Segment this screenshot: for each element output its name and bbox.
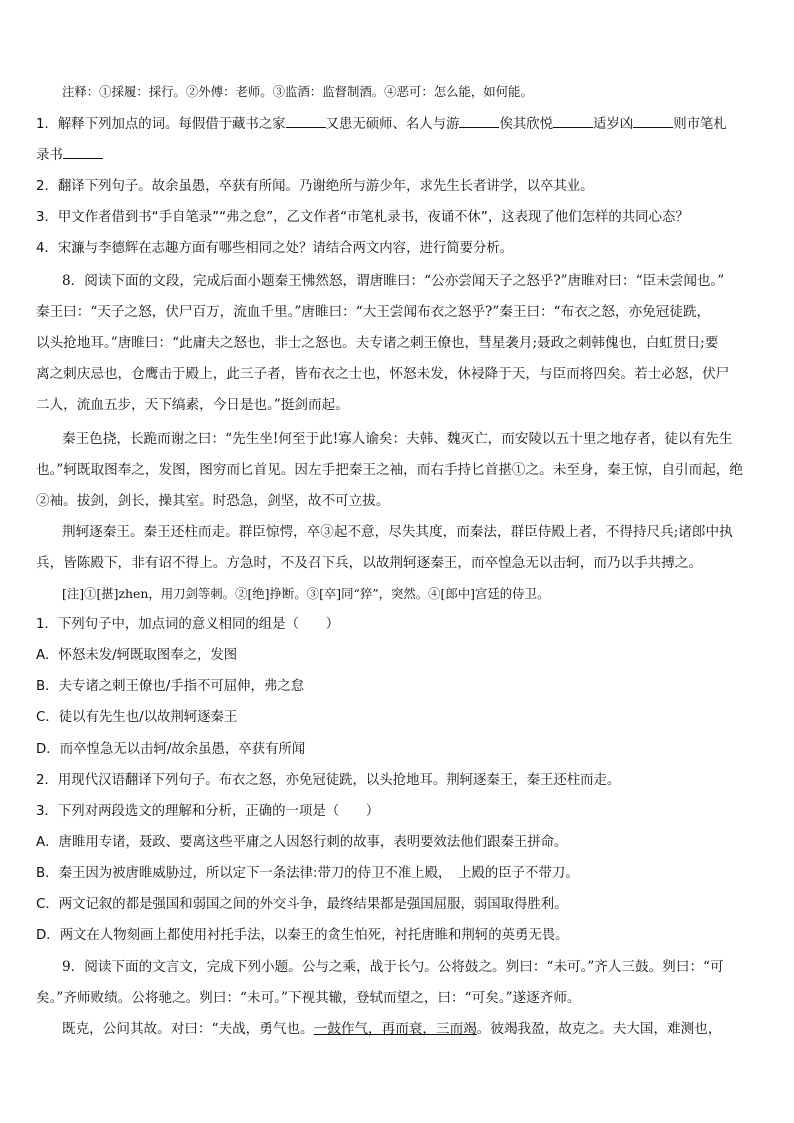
passage-8-line: 8．阅读下面的文段，完成后面小题秦王怫然怒，谓唐睢曰：“公亦尝闻天子之怒乎?”唐睢对曰：“臣未尝闻也。” — [62, 273, 725, 289]
answer-blank[interactable] — [633, 115, 673, 128]
option-d[interactable]: D．两文在人物刻画上都使用衬托手法，以秦王的贪生怕死，衬托唐睢和荆轲的英勇无畏。 — [36, 928, 569, 943]
passage-9-line: 矣。”齐师败绩。公将驰之。刿曰：“未可。”下视其辙，登轼而望之，曰：“可矣。”遂逐齐师。 — [36, 990, 581, 1006]
passage-8-line: 秦王色挠，长跪而谢之曰：“先生坐!何至于此!寡人谕矣：夫韩、魏灭亡，而安陵以五十里之地存者，徒以有先生 — [62, 431, 733, 447]
passage-9-line: 9．阅读下面的文言文，完成下列小题。公与之乘，战于长勺。公将鼓之。刿曰：“未可。”齐人三鼓。刿曰：“可 — [62, 959, 724, 975]
question-3: 3．甲文作者借到书“手自笔录”“弗之怠”，乙文作者“市笔札录书，夜诵不休”，这表现了他们怎样的共同心态？ — [36, 210, 689, 225]
answer-blank[interactable] — [553, 115, 593, 128]
question-1-line-2: 录书 — [36, 146, 758, 165]
passage-8-line: 以头抢地耳。”唐睢曰：“此庸夫之怒也，非士之怒也。夫专诸之刺王僚也，彗星袭月;聂政之刺韩傀也，白虹贯日;要 — [36, 335, 719, 351]
passage-8-line: 二人，流血五步，天下缟素，今日是也。”挺剑而起。 — [36, 397, 349, 413]
answer-blank[interactable] — [286, 115, 326, 128]
option-a[interactable]: A．唐睢用专诸，聂政、要离这些平庸之人因怒行刺的故事，表明要效法他们跟秦王拼命。 — [36, 835, 568, 850]
option-d[interactable]: D．而卒惶急无以击轲/故余虽愚，卒获有所闻 — [36, 742, 306, 757]
passage-8-line: 荆轲逐秦王。秦王还柱而走。群臣惊愕，卒③起不意，尽失其度，而秦法，群臣侍殿上者，不得持尺兵;诸郎中执 — [62, 524, 733, 540]
passage-8-notes: [注]①[揕]zhen，用刀剑等刺。②[绝]挣断。③[卒]同“猝”，突然。④[郎中]宫廷的侍卫。 — [62, 586, 550, 601]
question-2: 2．翻译下列句子。故余虽愚，卒获有所闻。乃谢绝所与游少年，求先生长者讲学，以卒其业。 — [36, 179, 594, 194]
sub-question-2: 2．用现代汉语翻译下列句子。布衣之怒，亦免冠徒跣，以头抢地耳。荆轲逐秦王，秦王还柱而走。 — [36, 773, 621, 788]
answer-blank[interactable] — [63, 146, 103, 159]
passage-8-line: 离之刺庆忌也，仓鹰击于殿上，此三子者，皆布衣之士也，怀怒未发，休祲降于天，与臣而将四矣。若士必怒，伏尸 — [36, 366, 730, 382]
annotation-line: 注释：①採履：採行。②外傅：老师。③监酒：监督制酒。④恶可：怎么能，如何能。 — [62, 84, 533, 99]
sub-question-1: 1．下列句子中，加点词的意义相同的组是（ ） — [36, 617, 340, 632]
option-c[interactable]: C．两文记叙的都是强国和弱国之间的外交斗争，最终结果都是强国屈服，弱国取得胜利。 — [36, 897, 568, 912]
passage-8-line: 秦王曰：“天子之怒，伏尸百万，流血千里。”唐睢曰：“大王尝闻布衣之怒乎?”秦王曰：“布衣之怒，亦免冠徒跣， — [36, 304, 711, 320]
sub-question-3: 3．下列对两段选文的理解和分析，正确的一项是（ ） — [36, 804, 380, 819]
passage-8-line: ②袖。拔剑，剑长，操其室。时恐急，剑坚，故不可立拔。 — [36, 493, 390, 509]
question-4: 4．宋濂与李德辉在志趣方面有哪些相同之处？请结合两文内容，进行简要分析。 — [36, 241, 514, 256]
passage-9-line: 既克，公问其故。对曰：“夫战，勇气也。一鼓作气，再而衰，三而竭。彼竭我盈，故克之。夫大国，难测也， — [62, 1021, 722, 1037]
passage-8-line: 兵，皆陈殿下，非有诏不得上。方急时，不及召下兵，以故荆轲逐秦王，而卒惶急无以击轲，而乃以手共搏之。 — [36, 555, 703, 571]
answer-blank[interactable] — [459, 115, 499, 128]
option-c[interactable]: C．徒以有先生也/以故荆轲逐秦王 — [36, 710, 238, 725]
option-b[interactable]: B．秦王因为被唐睢威胁过，所以定下一条法律:带刀的侍卫不准上殿， 上殿的臣子不带刀。 — [36, 866, 579, 881]
underlined-phrase: 一鼓作气，再而衰，三而竭 — [313, 1021, 477, 1037]
option-b[interactable]: B．夫专诸之刺王僚也/手指不可屈伸，弗之怠 — [36, 679, 305, 694]
question-1-line-1: 1．解释下列加点的词。每假借于藏书之家 又患无硕师、名人与游 俟其欣悦 适岁凶 则市笔札 — [36, 117, 727, 132]
passage-8-line: 也。”轲既取图奉之，发图，图穷而匕首见。因左手把秦王之袖，而右手持匕首揕①之。未至身，秦王惊，自引而起，绝 — [36, 462, 744, 478]
option-a[interactable]: A．怀怒未发/轲既取图奉之，发图 — [36, 648, 238, 663]
